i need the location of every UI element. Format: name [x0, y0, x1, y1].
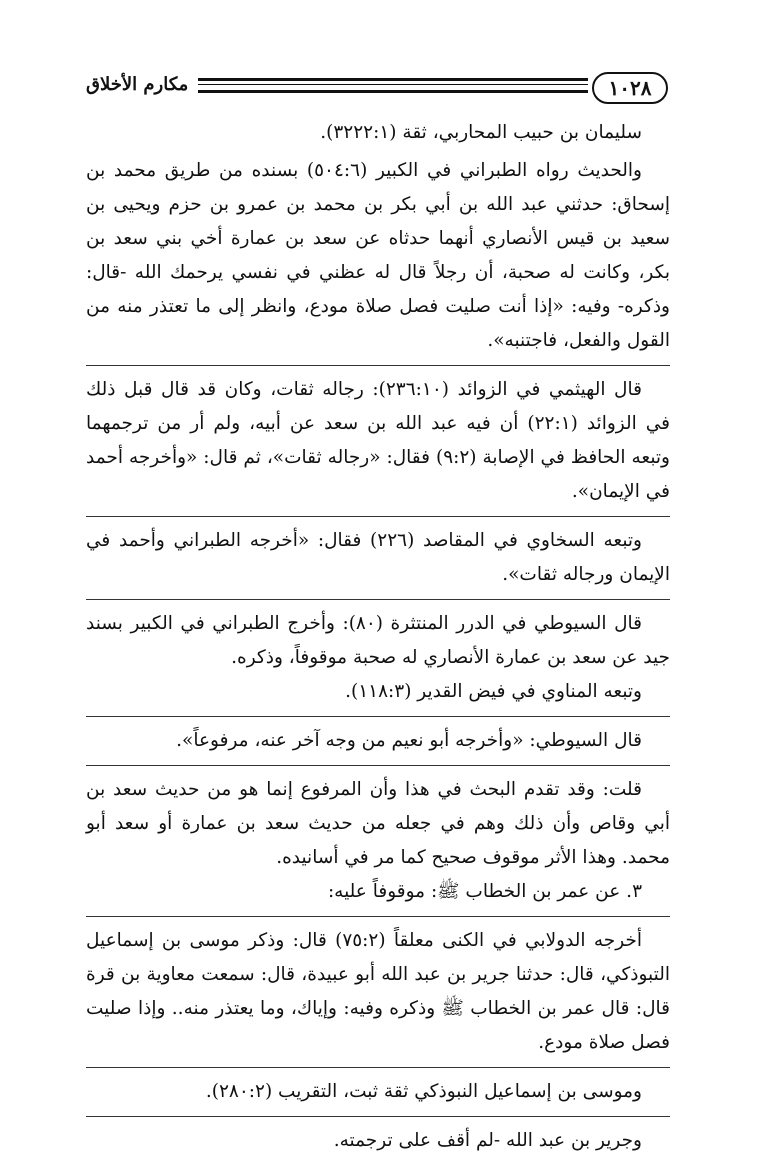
- paragraph: قال الهيثمي في الزوائد (٢٣٦:١٠): رجاله ثقات، وكان قد قال قبل ذلك في الزوائد (٢٢:١) أن فيه عبد الله بن سعد عن أبيه، ولم أر من ترجمهما وتبعه الحافظ في الإصابة (٩:٢) فقال: «رجاله ثقات»، ثم قال: «وأخرجه أحمد في الإيمان».: [86, 365, 670, 509]
- paragraph: وموسى بن إسماعيل النبوذكي ثقة ثبت، التقريب (٢٨٠:٢).: [86, 1067, 670, 1109]
- paragraph: أخرجه الدولابي في الكنى معلقاً (٧٥:٢) قال: وذكر موسى بن إسماعيل التبوذكي، قال: حدثنا جرير بن عبد الله أبو عبيدة، قال: سمعت معاوية بن قرة قال: قال عمر بن الخطاب ﷺ وذكره وفيه: وإياك، وما يعتذر منه.. وإذا صليت فصل صلاة مودع.: [86, 916, 670, 1060]
- paragraph: قال السيوطي: «وأخرجه أبو نعيم من وجه آخر عنه، مرفوعاً».: [86, 716, 670, 758]
- header-rule: [198, 78, 588, 93]
- page-header: [86, 68, 668, 108]
- paragraph: وجرير بن عبد الله -لم أقف على ترجمته.: [86, 1116, 670, 1158]
- page-number: ١٠٢٨: [592, 72, 668, 104]
- paragraph: وتبعه السخاوي في المقاصد (٢٢٦) فقال: «أخرجه الطبراني وأحمد في الإيمان ورجاله ثقات».: [86, 516, 670, 592]
- page-content: [86, 116, 670, 1158]
- paragraph: سليمان بن حبيب المحاربي، ثقة (٣٢٢٢:١).: [320, 122, 642, 143]
- paragraph: والحديث رواه الطبراني في الكبير (٥٠٤:٦) بسنده من طريق محمد بن إسحاق: حدثني عبد الله بن أبي بكر بن محمد بن عمرو بن حزم ويحيى بن سعيد بن قيس الأنصاري أنهما حدثاه عن سعد بن عمارة أخي بني سعد بن بكر، وكانت له صحبة، أن رجلاً قال له عظني في نفسي يرحمك الله -قال: وذكره- وفيه: «إذا أنت صليت فصل صلاة مودع، وانظر إلى ما تعتذر منه من القول والفعل، فاجتنبه».: [86, 160, 670, 351]
- section-heading: ٣. عن عمر بن الخطاب ﷺ: موقوفاً عليه:: [327, 881, 642, 902]
- book-title: مكارم الأخلاق: [86, 74, 189, 95]
- paragraph: وتبعه المناوي في فيض القدير (١١٨:٣).: [345, 681, 642, 702]
- paragraph: قلت: وقد تقدم البحث في هذا وأن المرفوع إنما هو من حديث سعد بن أبي وقاص وأن ذلك وهم في جعله من حديث سعد بن عمارة أو سعد أبو محمد. وهذا الأثر موقوف صحيح كما مر في أسانيده.: [86, 765, 670, 875]
- paragraph: قال السيوطي في الدرر المنتثرة (٨٠): وأخرج الطبراني في الكبير بسند جيد عن سعد بن عمارة الأنصاري له صحبة موقوفاً، وذكره.: [86, 599, 670, 675]
